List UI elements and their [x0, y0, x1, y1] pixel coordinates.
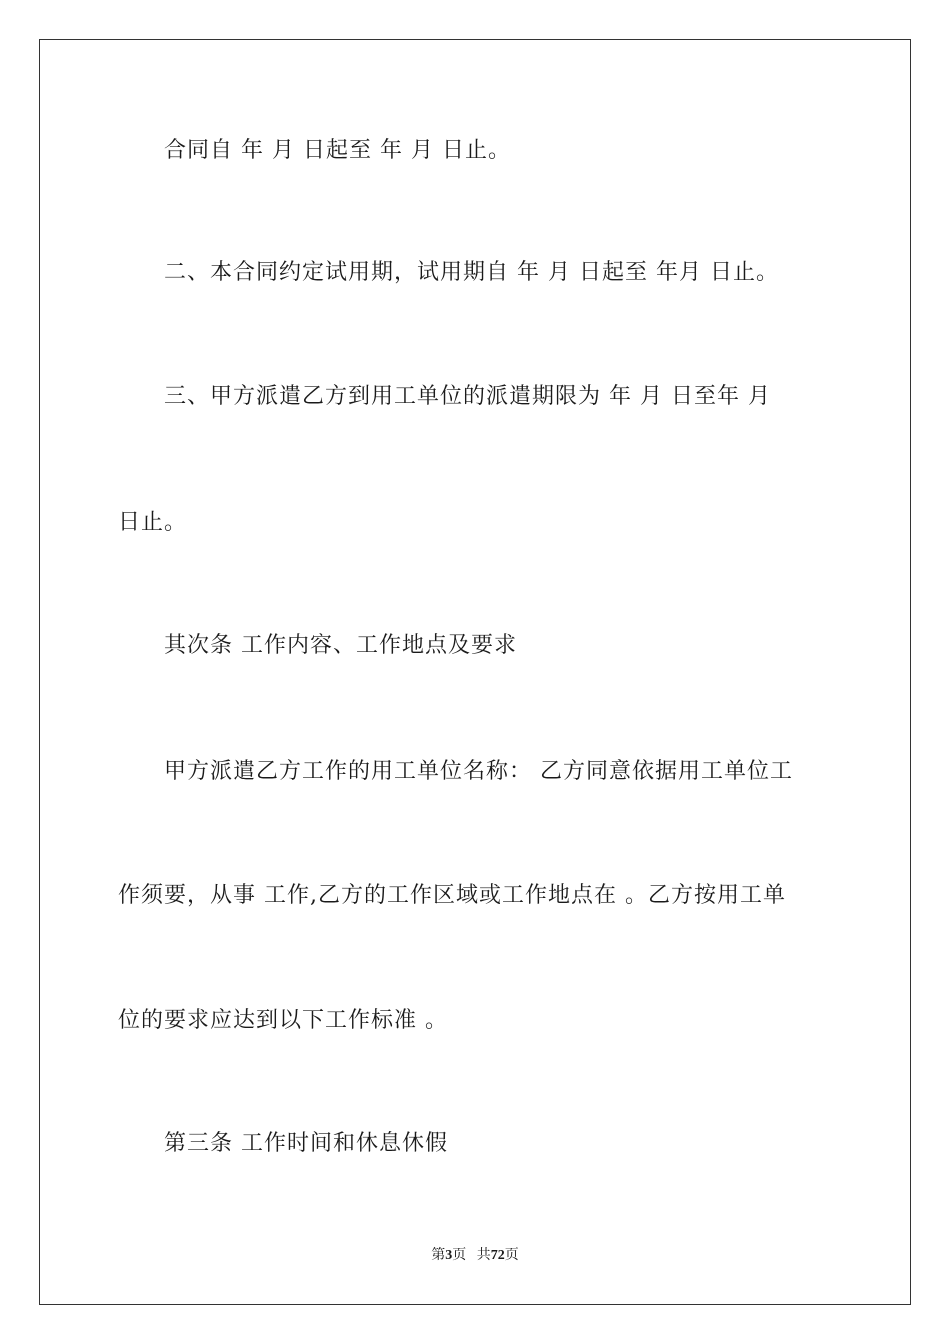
paragraph-probation-period: 二、本合同约定试用期，试用期自 年 月 日起至 年月 日止。: [164, 260, 779, 285]
paragraph-employer-name: 甲方派遣乙方工作的用工单位名称： 乙方同意依据用工单位工: [164, 759, 793, 784]
page-footer: [0, 1246, 950, 1266]
footer-total-suffix: 页: [504, 1248, 519, 1263]
page-border: [39, 39, 911, 1305]
paragraph-dispatch-period: 三、甲方派遣乙方到用工单位的派遣期限为 年 月 日至年 月: [164, 384, 771, 409]
paragraph-work-standard: 位的要求应达到以下工作标准 。: [118, 1008, 448, 1033]
paragraph-contract-term: 合同自 年 月 日起至 年 月 日止。: [164, 138, 511, 163]
footer-total-prefix: 共: [476, 1248, 491, 1263]
section-heading-work-content: 其次条 工作内容、工作地点及要求: [164, 633, 517, 658]
footer-page-prefix: 第: [431, 1248, 446, 1263]
paragraph-dispatch-period-cont: 日止。: [118, 510, 188, 535]
section-heading-work-hours: 第三条 工作时间和休息休假: [164, 1131, 448, 1156]
footer-page-number: 3: [445, 1248, 453, 1263]
footer-page-suffix: 页: [452, 1248, 467, 1263]
footer-total-pages: 72: [490, 1248, 505, 1263]
paragraph-work-location: 作须要，从事 工作,乙方的工作区域或工作地点在 。乙方按用工单: [118, 883, 786, 908]
